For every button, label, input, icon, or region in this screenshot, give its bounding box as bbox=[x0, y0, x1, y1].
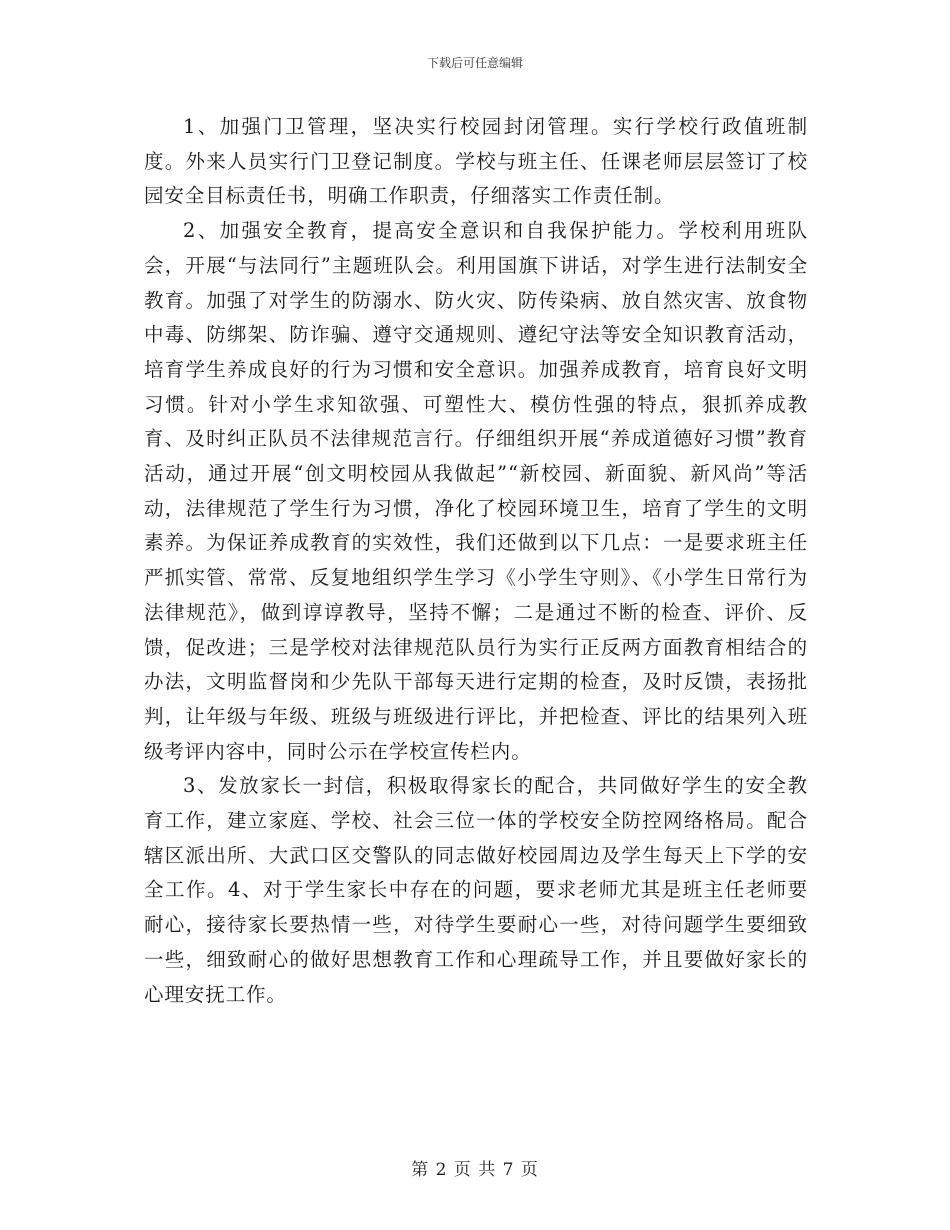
paragraph-gate-management: 1、加强门卫管理，坚决实行校园封闭管理。实行学校行政值班制度。外来人员实行门卫登记制度。学校与班主任、任课老师层层签订了校园安全目标责任书，明确工作职责，仔细落实工作责任制。 bbox=[144, 115, 808, 208]
page-header: 下载后可任意编辑 bbox=[426, 56, 523, 70]
paragraph-parent-cooperation: 3、发放家长一封信，积极取得家长的配合，共同做好学生的安全教育工作，建立家庭、学校、社会三位一体的学校安全防控网络格局。配合辖区派出所、大武口区交警队的同志做好校园周边及学生每天上下学的安全工作。4、对于学生家长中存在的问题，要求老师尤其是班主任老师要耐心，接待家长要热情一些，对待学生要耐心一些，对待问题学生要细致一些，细致耐心的做好思想教育工作和心理疏导工作，并且要做好家长的心理安抚工作。 bbox=[144, 774, 808, 1006]
paragraph-safety-education: 2、加强安全教育，提高安全意识和自我保护能力。学校利用班队会，开展“与法同行”主题班队会。利用国旗下讲话，对学生进行法制安全教育。加强了对学生的防溺水、防火灾、防传染病、放自然灾害、放食物中毒、防绑架、防诈骗、遵守交通规则、遵纪守法等安全知识教育活动，培育学生养成良好的行为习惯和安全意识。加强养成教育，培育良好文明习惯。针对小学生求知欲强、可塑性大、模仿性强的特点，狠抓养成教育、及时纠正队员不法律规范言行。仔细组织开展“养成道德好习惯”教育活动，通过开展“创文明校园从我做起”“新校园、新面貌、新风尚”等活动，法律规范了学生行为习惯，净化了校园环境卫生，培育了学生的文明素养。为保证养成教育的实效性，我们还做到以下几点：一是要求班主任严抓实管、常常、反复地组织学生学习《小学生守则》、《小学生日常行为法律规范》，做到谆谆教导，坚持不懈；二是通过不断的检查、评价、反馈，促改进；三是学校对法律规范队员行为实行正反两方面教育相结合的办法，文明监督岗和少先队干部每天进行定期的检查，及时反馈，表扬批判，让年级与年级、班级与班级进行评比，并把检查、评比的结果列入班级考评内容中，同时公示在学校宣传栏内。 bbox=[144, 219, 808, 763]
document-body bbox=[144, 110, 808, 1012]
page-number: 第 2 页 共 7 页 bbox=[411, 1160, 539, 1180]
